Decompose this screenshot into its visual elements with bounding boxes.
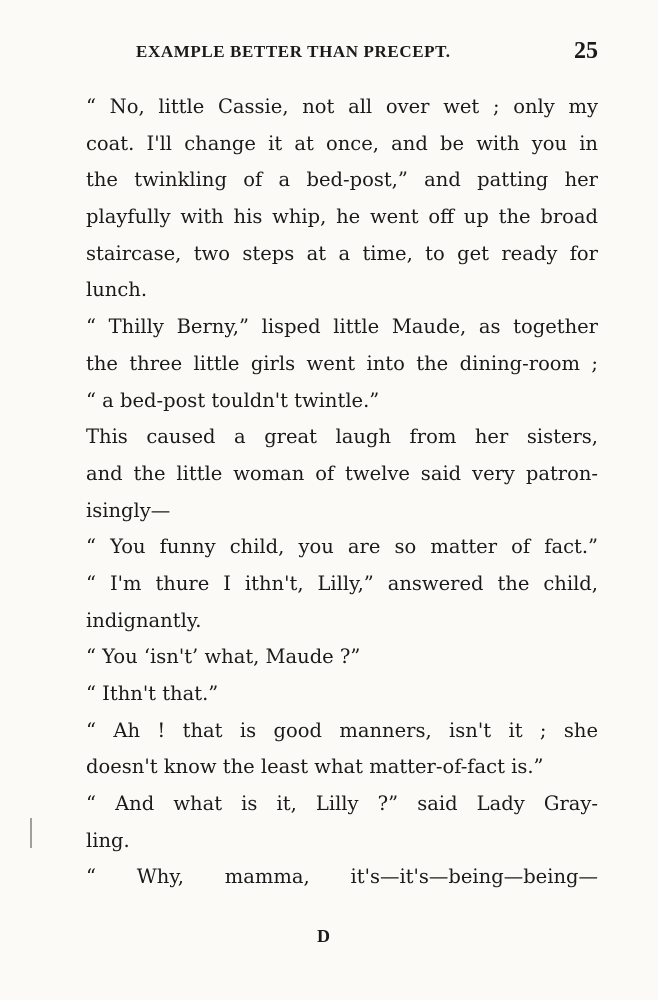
text-line: playfully with his whip, he went off up the broad	[86, 205, 598, 229]
text-line: “ You funny child, you are so matter of fact.”	[86, 535, 598, 559]
text-line: isingly—	[86, 498, 171, 522]
text-line: “ And what is it, Lilly ?” said Lady Gray-	[86, 792, 598, 816]
text-line: the twinkling of a bed-post,” and patting her	[86, 168, 598, 192]
text-line: “ Why, mamma, it's—it's—being—being—	[86, 865, 598, 889]
text-line: lunch.	[86, 278, 148, 302]
text-line: ling.	[86, 828, 130, 852]
margin-mark	[30, 818, 32, 848]
text-line: coat. I'll change it at once, and be with you in	[86, 131, 598, 155]
text-line: indignantly.	[86, 608, 202, 632]
text-line: “ You ‘isn't’ what, Maude ?”	[86, 645, 361, 669]
running-head: EXAMPLE BETTER THAN PRECEPT.	[136, 42, 451, 61]
text-line: “ No, little Cassie, not all over wet ; only my	[86, 95, 598, 118]
text-line: doesn't know the least what matter-of-fact is.”	[86, 755, 544, 779]
text-line: “ Thilly Berny,” lisped little Maude, as together	[86, 315, 598, 339]
page-number: 25	[574, 38, 598, 64]
text-line: “ Ah ! that is good manners, isn't it ; she	[86, 718, 598, 742]
text-line: “ I'm thure I ithn't, Lilly,” answered the child,	[86, 571, 598, 595]
body-text	[86, 89, 598, 896]
text-line: “ Ithn't that.”	[86, 682, 219, 705]
text-line: and the little woman of twelve said very patron-	[86, 461, 598, 485]
page-header	[86, 40, 598, 70]
text-line: This caused a great laugh from her sisters,	[86, 425, 598, 449]
signature-mark: D	[317, 926, 330, 946]
text-line: the three little girls went into the dining-room ;	[86, 351, 598, 375]
text-line: “ a bed-post touldn't twintle.”	[86, 388, 380, 412]
text-line: staircase, two steps at a time, to get ready for	[86, 241, 598, 265]
